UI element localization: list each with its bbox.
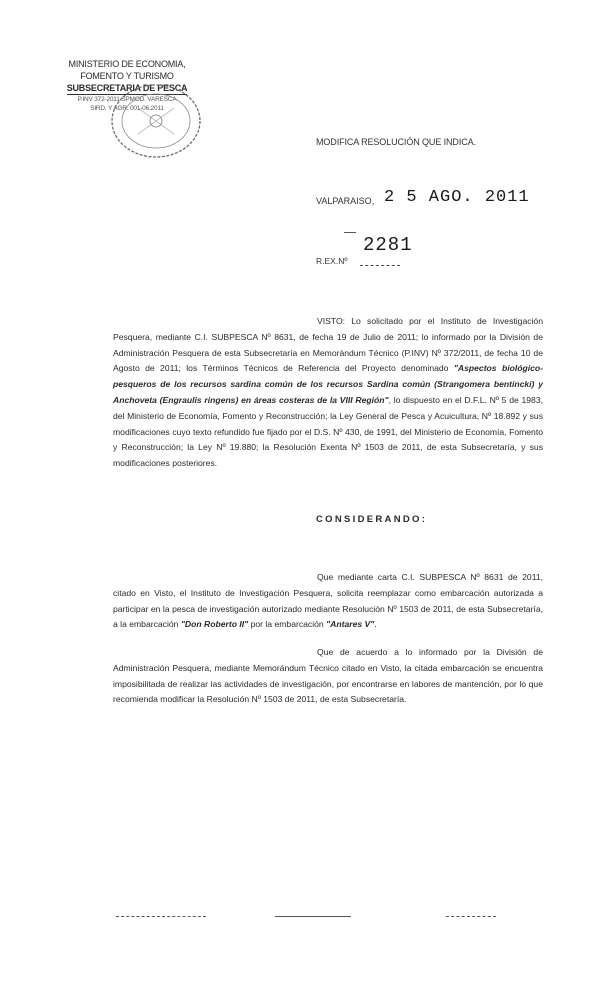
footer-line-center [275,916,351,917]
considerando-heading: CONSIDERANDO: [316,514,428,525]
project-title: "Aspectos biológico-pesqueros de los recursos sardina común de los recursos Sardina común (Strangomera bentincki) y Anchoveta (Engraulis ringens) en áreas costeras de la VIII Región" [113,363,543,405]
considerando-1-text-1: Que mediante carta C.I. SUBPESCA Nº 8631 de 2011, citado en Visto, el Instituto de Investigación Pesquera, solicita reemplazar como embarcación autorizada a participar en la pesca de investigación autorizado mediante Resolución Nº 1503 de 2011, de esta Subsecretaría, a la embarcación [113,572,543,630]
document-subject: MODIFICA RESOLUCIÓN QUE INDICA. [316,137,476,147]
resolution-number: 2281 [363,234,413,256]
considerando-1-text-3: . [374,619,377,630]
visto-text-1: VISTO: Lo solicitado por el Instituto de Investigación Pesquera, mediante C.I. SUBPESCA Nº 8631, de fecha 19 de Julio de 2011; lo informado por la División de Administración Pesquera de esta Subsecretaría en Memorándum Técnico (P.INV) Nº 372/2011, de fecha 10 de Agosto de 2011; los Términos Técnicos de Referencia del Proyecto denominado [113,316,543,374]
visto-text-2: , lo dispuesto en el D.F.L. Nº 5 de 1983, del Ministerio de Economía, Fomento y Reconstrucción; la Ley General de Pesca y Acuicultura, Nº 18.892 y sus modificaciones cuyo texto refundido fue fijado por el D.S. Nº 430, de 1991, del Ministerio de Economía, Fomento y Reconstrucción; la Ley Nº 19.880; la Resolución Exenta Nº 1503 de 2011, de esta Subsecretaría, y sus modificaciones posteriores. [113,394,543,469]
considerando-paragraph-2: Que de acuerdo a lo informado por la División de Administración Pesquera, mediante Memorándum Técnico citado en Visto, la citada embarcación se encuentra imposibilitada de realizar las actividades de investigación, por encontrarse en labores de mantención, por lo que recomienda modificar la Resolución Nº 1503 de 2011, de esta Subsecretaría. [113,647,543,705]
resolution-dash [344,232,356,233]
place-label: VALPARAISO, [316,196,375,206]
visto-paragraph [113,314,543,472]
header-department: FOMENTO Y TURISMO [80,71,174,81]
considerando-1-text-2: por la embarcación [248,619,327,630]
considerando-paragraph-1 [113,570,543,633]
footer-line-left [116,916,206,917]
header-ministry: MINISTERIO DE ECONOMIA, [68,59,186,69]
date-stamp: 2 5 AGO. 2011 [384,188,530,207]
header-reference: P.INV 372-2011 SPMOD. VARESCA [77,96,177,103]
official-stamp [98,78,208,164]
header-undersecretariat: SUBSECRETARIA DE PESCA [66,83,188,93]
header-reference-2: SIRD. Y AGR. 001-06.2011 [90,105,164,112]
vessel-new: "Antares V" [326,619,375,630]
resolution-label: R.EX.Nº [316,256,348,266]
resolution-underline [360,265,400,266]
footer-line-right [446,916,496,917]
vessel-old: "Don Roberto II" [180,619,249,630]
